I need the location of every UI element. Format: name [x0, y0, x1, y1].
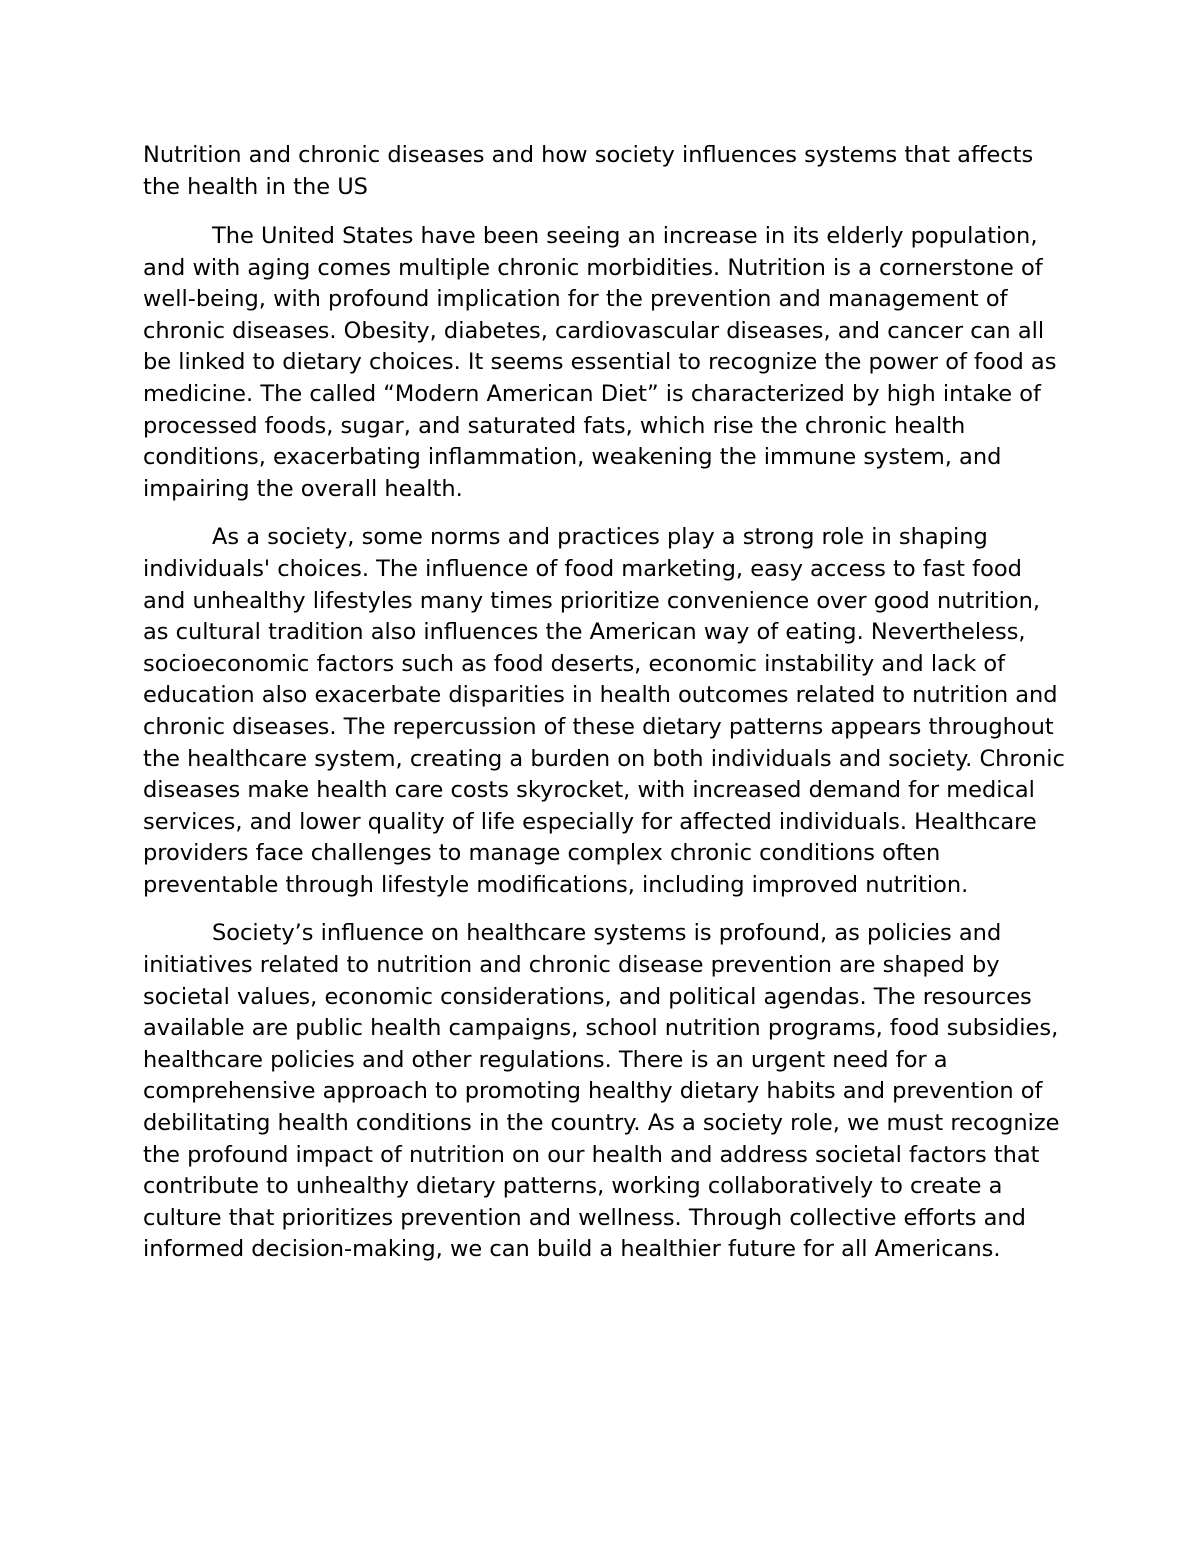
document-page: [143, 140, 1068, 1283]
document-title: Nutrition and chronic diseases and how society influences systems that affects the health in the US: [143, 142, 1034, 200]
paragraph-2: As a society, some norms and practices play a strong role in shaping individuals' choices. The influence of food marketing, easy access to fast food and unhealthy lifestyles many times prioritize convenience over good nutrition, as cultural tradition also influences the American way of eating. Nevertheless, socioeconomic factors such as food deserts, economic instability and lack of education also exacerbate disparities in health outcomes related to nutrition and chronic diseases. The repercussion of these dietary patterns appears throughout the healthcare system, creating a burden on both individuals and society. Chronic diseases make health care costs skyrocket, with increased demand for medical services, and lower quality of life especially for affected individuals. Healthcare providers face challenges to manage complex chronic conditions often preventable through lifestyle modifications, including improved nutrition.: [143, 524, 1065, 898]
paragraph-3: Society’s influence on healthcare systems is profound, as policies and initiatives related to nutrition and chronic disease prevention are shaped by societal values, economic considerations, and political agendas. The resources available are public health campaigns, school nutrition programs, food subsidies, healthcare policies and other regulations. There is an urgent need for a comprehensive approach to promoting healthy dietary habits and prevention of debilitating health conditions in the country. As a society role, we must recognize the profound impact of nutrition on our health and address societal factors that contribute to unhealthy dietary patterns, working collaboratively to create a culture that prioritizes prevention and wellness. Through collective efforts and informed decision-making, we can build a healthier future for all Americans.: [143, 920, 1060, 1263]
paragraph-1: The United States have been seeing an increase in its elderly population, and with aging comes multiple chronic morbidities. Nutrition is a cornerstone of well-being, with profound implication for the prevention and management of chronic diseases. Obesity, diabetes, cardiovascular diseases, and cancer can all be linked to dietary choices. It seems essential to recognize the power of food as medicine. The called “Modern American Diet” is characterized by high intake of processed foods, sugar, and saturated fats, which rise the chronic health conditions, exacerbating inflammation, weakening the immune system, and impairing the overall health.: [143, 223, 1057, 502]
